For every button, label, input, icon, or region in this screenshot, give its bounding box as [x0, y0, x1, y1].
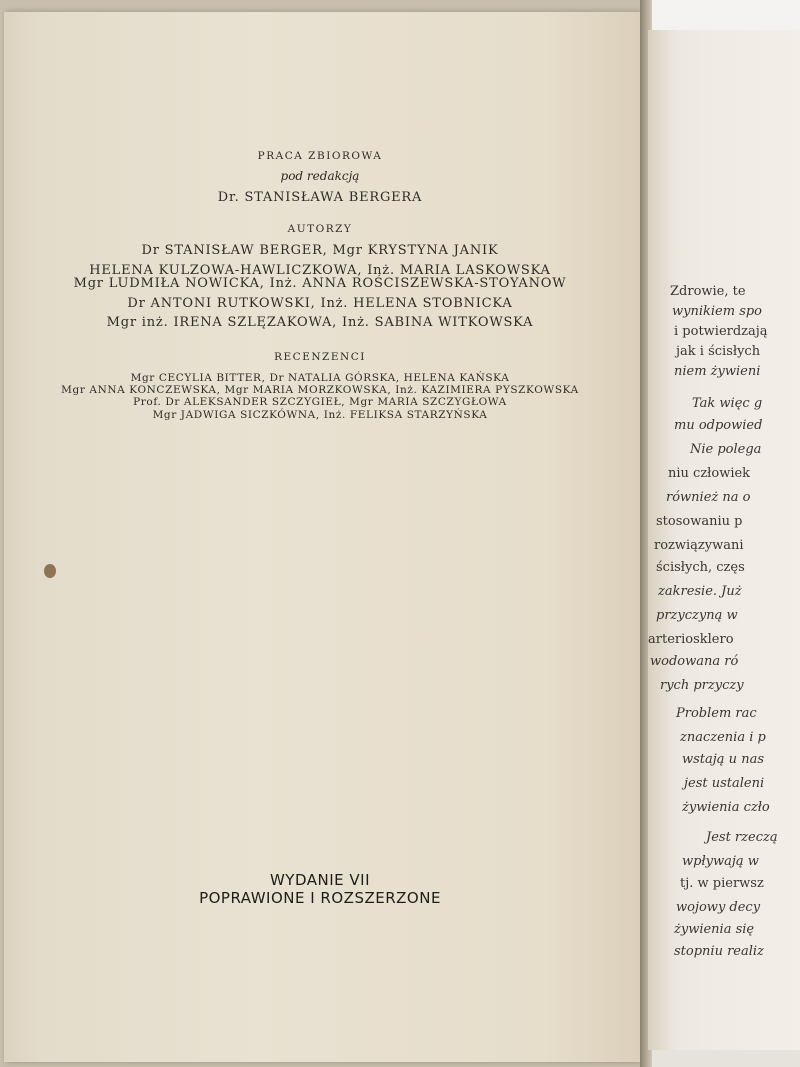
author-line: Mgr LUDMIŁA NOWICKA, Inż. ANNA ROŚCISZEWSKA-STOYANOW [73, 276, 567, 291]
text-line: arteriosklero [648, 632, 734, 647]
authors-heading: AUTORZY [287, 223, 353, 235]
reviewer-line: Mgr CECYLIA BITTER, Dr NATALIA GÓRSKA, HELENA KAŃSKA [130, 372, 510, 384]
text-line: jest ustaleni [684, 776, 765, 791]
text-line: Nie polega [690, 442, 762, 457]
text-line: niu człowiek [668, 466, 751, 481]
right-page [648, 30, 800, 1050]
edition-subtitle: POPRAWIONE I ROZSZERZONE [199, 889, 441, 907]
author-line: Mgr inż. IRENA SZLĘZAKOWA, Inż. SABINA WITKOWSKA [106, 315, 534, 330]
text-line: rozwiązywani [654, 538, 744, 553]
text-line: wodowana ró [650, 654, 739, 669]
author-line: HELENA KULZOWA-HAWLICZKOWA, Inż. MARIA LASKOWSKA [89, 263, 551, 278]
text-line: Jest rzeczą [706, 830, 778, 845]
author-line: Dr STANISŁAW BERGER, Mgr KRYSTYNA JANIK [141, 243, 499, 258]
collective-work-label: PRACA ZBIOROWA [257, 150, 383, 162]
text-line: mu odpowied [674, 418, 763, 433]
text-line: ścisłych, częs [656, 560, 745, 575]
text-line: przyczyną w [656, 608, 738, 623]
reviewer-line: Prof. Dr ALEKSANDER SZCZYGIEŁ, Mgr MARIA SZCZYGŁOWA [133, 396, 507, 408]
text-line: tj. w pierwsz [680, 876, 764, 891]
text-line: wojowy decy [676, 900, 761, 915]
editor-name: Dr. STANISŁAWA BERGERA [217, 190, 423, 205]
text-line: stopniu realiz [674, 944, 764, 959]
text-line: jak i ścisłych [676, 344, 761, 359]
text-line: również na o [666, 490, 751, 505]
author-line: Dr ANTONI RUTKOWSKI, Inż. HELENA STOBNICKA [127, 296, 513, 311]
reviewer-line: Mgr ANNA KONCZEWSKA, Mgr MARIA MORZKOWSKA, Inż. KAZIMIERA PYSZKOWSKA [61, 384, 579, 396]
reviewers-heading: RECENZENCI [274, 351, 366, 363]
paper-stain [44, 564, 56, 578]
edition-title: WYDANIE VII [269, 871, 371, 889]
text-line: żywienia czło [682, 800, 770, 815]
text-line: znaczenia i p [680, 730, 766, 745]
text-line: Problem rac [676, 706, 757, 721]
edited-by-label: pod redakcją [280, 169, 360, 183]
text-line: Zdrowie, te [670, 284, 746, 299]
text-line: wstają u nas [682, 752, 764, 767]
text-line: Tak więc g [692, 396, 763, 411]
reviewer-line: Mgr JADWIGA SICZKÓWNA, Inż. FELIKSA STARZYŃSKA [152, 409, 488, 421]
text-line: i potwierdzają [674, 324, 768, 339]
text-line: żywienia się [674, 922, 755, 937]
text-line: stosowaniu p [656, 514, 743, 529]
text-line: wpływają w [682, 854, 759, 869]
text-line: wynikiem spo [672, 304, 763, 319]
text-line: rych przyczy [660, 678, 744, 693]
text-line: zakresie. Już [658, 584, 742, 599]
text-line: niem żywieni [674, 364, 761, 379]
